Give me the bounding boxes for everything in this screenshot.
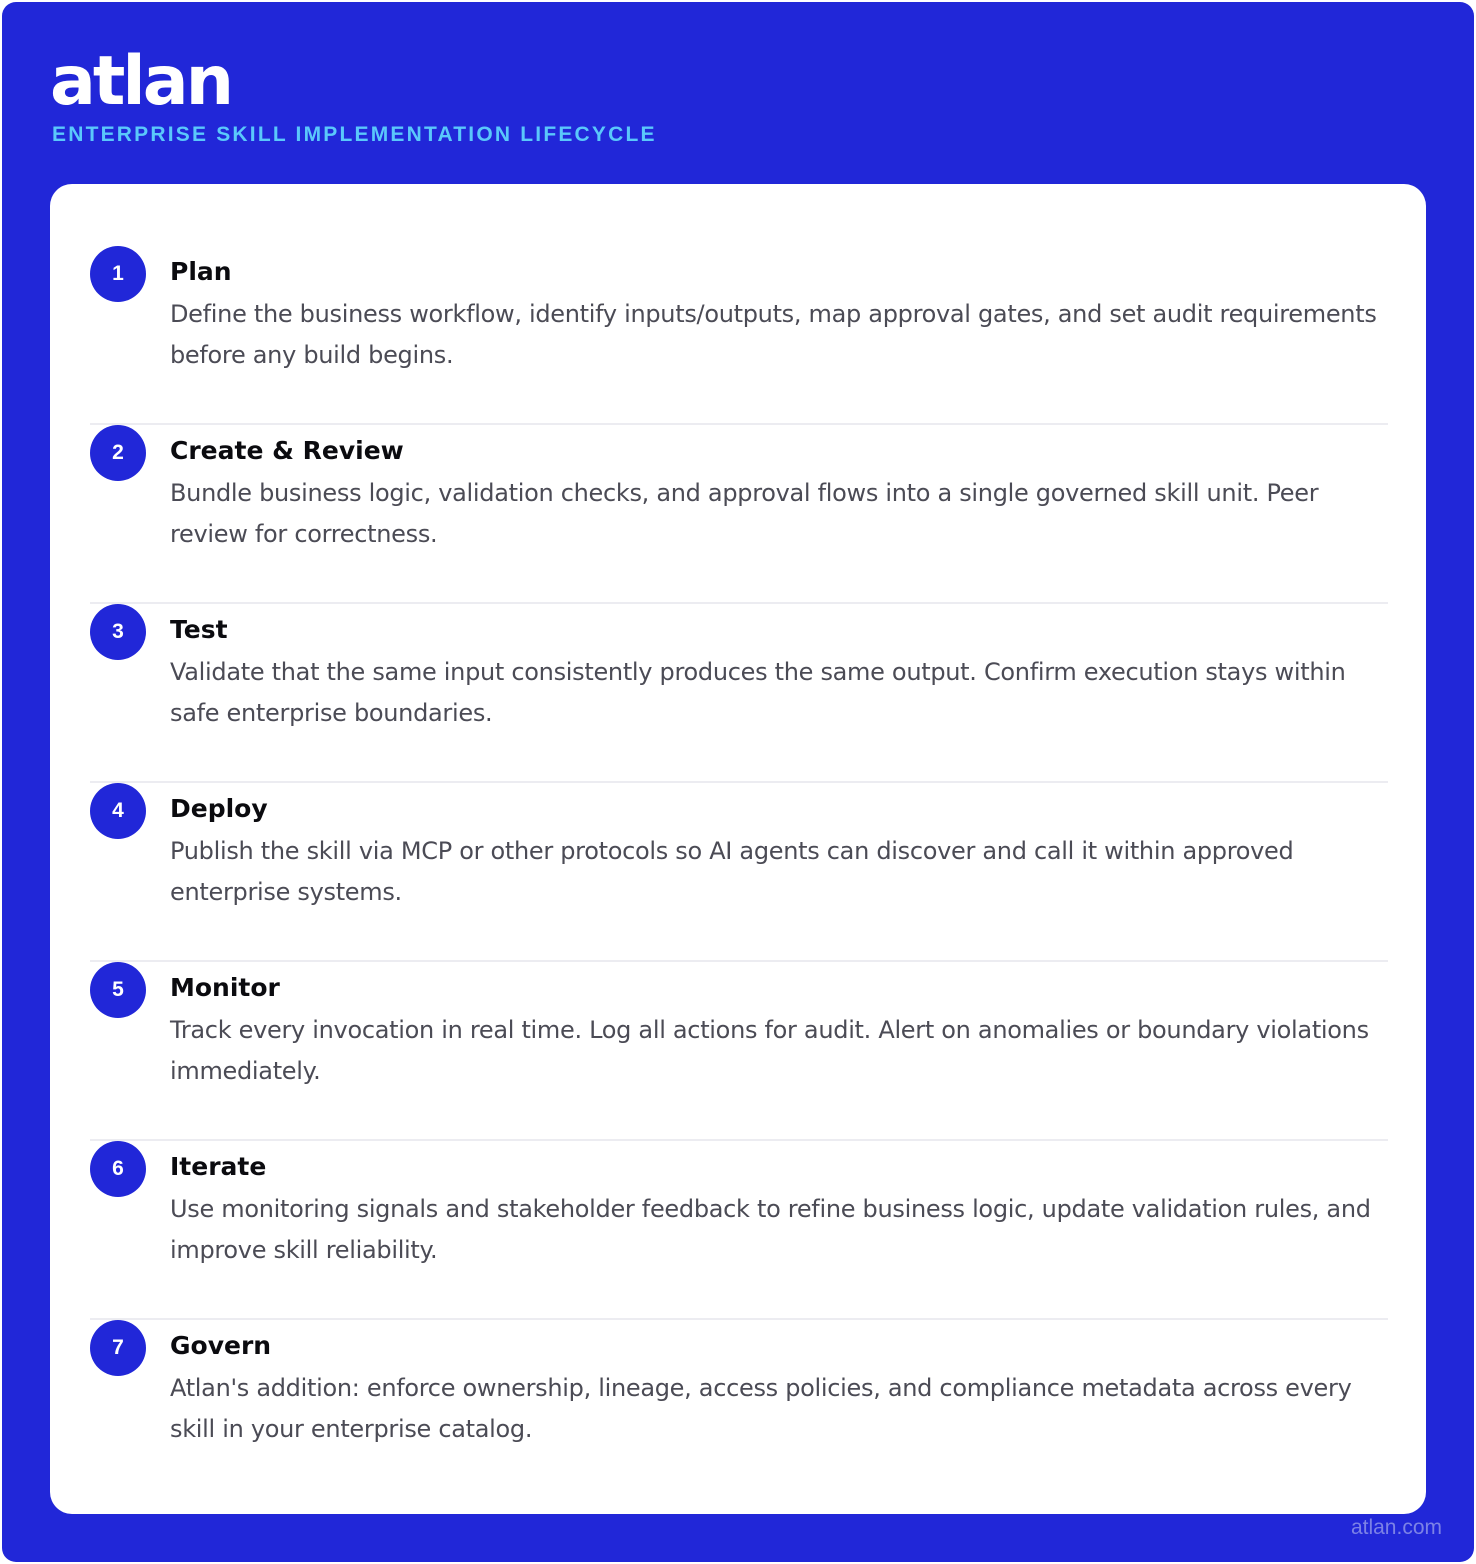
step-number-badge: 6 [90, 1141, 146, 1197]
step-title: Test [170, 615, 228, 644]
step-title: Monitor [170, 973, 280, 1002]
step-description: Use monitoring signals and stakeholder feedback to refine business logic, update validation rules, and improve skill reliability. [170, 1195, 1371, 1264]
step-title: Govern [170, 1331, 272, 1360]
step-description: Atlan's addition: enforce ownership, lineage, access policies, and compliance metadata across every skill in your enterprise catalog. [170, 1374, 1352, 1443]
infographic-frame [2, 2, 1474, 1562]
step-number-badge: 5 [90, 962, 146, 1018]
lifecycle-card [50, 184, 1426, 1514]
step-deploy [90, 783, 1388, 962]
page-subtitle: ENTERPRISE SKILL IMPLEMENTATION LIFECYCLE [52, 123, 657, 146]
step-govern [90, 1320, 1388, 1499]
step-iterate [90, 1141, 1388, 1320]
step-create-review [90, 425, 1388, 604]
step-description: Track every invocation in real time. Log all actions for audit. Alert on anomalies or boundary violations immediately. [170, 1016, 1369, 1085]
step-number-badge: 1 [90, 246, 146, 302]
step-title: Iterate [170, 1152, 267, 1181]
atlan-logo: atlan [50, 42, 231, 121]
step-monitor [90, 962, 1388, 1141]
step-description: Define the business workflow, identify inputs/outputs, map approval gates, and set audit requirements before any build begins. [170, 300, 1377, 369]
step-number-badge: 7 [90, 1320, 146, 1376]
step-test [90, 604, 1388, 783]
step-title: Deploy [170, 794, 268, 823]
step-description: Validate that the same input consistently produces the same output. Confirm execution stays within safe enterprise boundaries. [170, 658, 1346, 727]
lifecycle-steps-list [90, 246, 1388, 1499]
step-description: Publish the skill via MCP or other protocols so AI agents can discover and call it within approved enterprise systems. [170, 837, 1294, 906]
step-number-badge: 2 [90, 425, 146, 481]
footer-url: atlan.com [1350, 1516, 1442, 1539]
step-number-badge: 3 [90, 604, 146, 660]
step-plan [90, 246, 1388, 425]
step-number-badge: 4 [90, 783, 146, 839]
step-title: Plan [170, 257, 232, 286]
step-description: Bundle business logic, validation checks, and approval flows into a single governed skill unit. Peer review for correctness. [170, 479, 1319, 548]
step-title: Create & Review [170, 436, 404, 465]
